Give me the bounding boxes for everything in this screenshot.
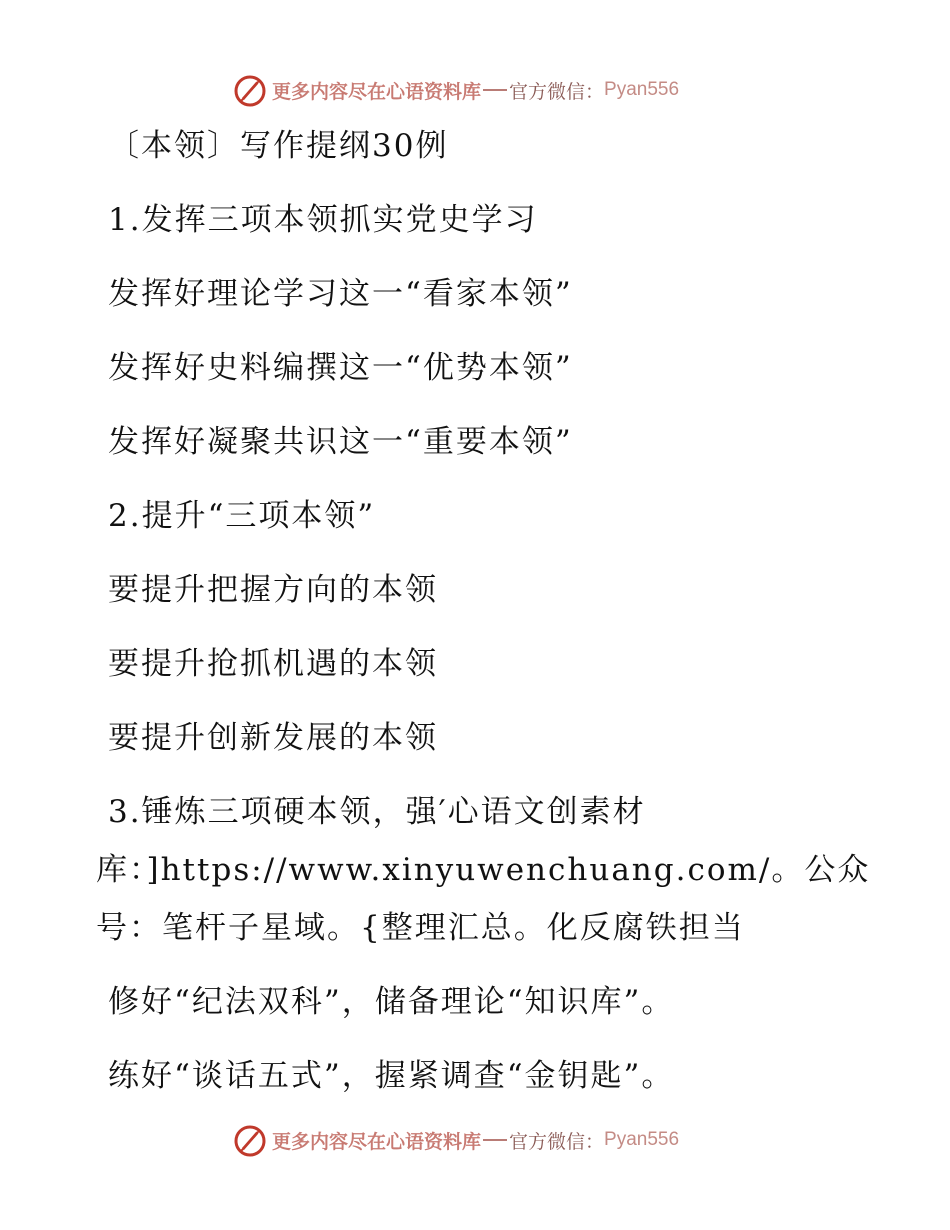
text-line: 要提升把握方向的本领	[108, 572, 438, 608]
banner-wechat-label: 官方微信：	[509, 1130, 605, 1153]
text-line: 要提升抢抓机遇的本领	[108, 646, 438, 682]
banner-separator	[483, 89, 507, 91]
text-line: 库：]https://www.xinyuwenchuang.com/。公众	[96, 852, 871, 888]
text-line: 号：笔杆子星域。{整理汇总。化反腐铁担当	[96, 910, 745, 946]
footer-banner	[232, 1120, 679, 1160]
text-line: 发挥好史料编撰这一“优势本领”	[108, 350, 573, 386]
document-title: 〔本领〕写作提纲30例	[108, 128, 449, 164]
section-heading-3: 3.锤炼三项硬本领，强′心语文创素材	[108, 794, 646, 830]
banner-separator	[483, 1139, 507, 1141]
text-line: 发挥好凝聚共识这一“重要本领”	[108, 424, 573, 460]
banner-wechat-id: Pyan556	[604, 1129, 680, 1150]
logo-icon	[232, 1122, 268, 1158]
section-heading-2: 2.提升“三项本领”	[108, 498, 376, 534]
banner-text: 更多内容尽在心语资料库	[272, 1130, 482, 1153]
header-banner	[232, 70, 679, 110]
text-line: 修好“纪法双科”，储备理论“知识库”。	[108, 984, 675, 1020]
banner-text: 更多内容尽在心语资料库	[272, 80, 482, 103]
banner-wechat-label: 官方微信：	[509, 80, 605, 103]
section-heading-1: 1.发挥三项本领抓实党史学习	[108, 202, 538, 238]
text-line: 发挥好理论学习这一“看家本领”	[108, 276, 573, 312]
logo-icon	[232, 72, 268, 108]
text-line: 要提升创新发展的本领	[108, 720, 438, 756]
text-line: 练好“谈话五式”，握紧调查“金钥匙”。	[108, 1058, 675, 1094]
banner-wechat-id: Pyan556	[604, 79, 680, 100]
